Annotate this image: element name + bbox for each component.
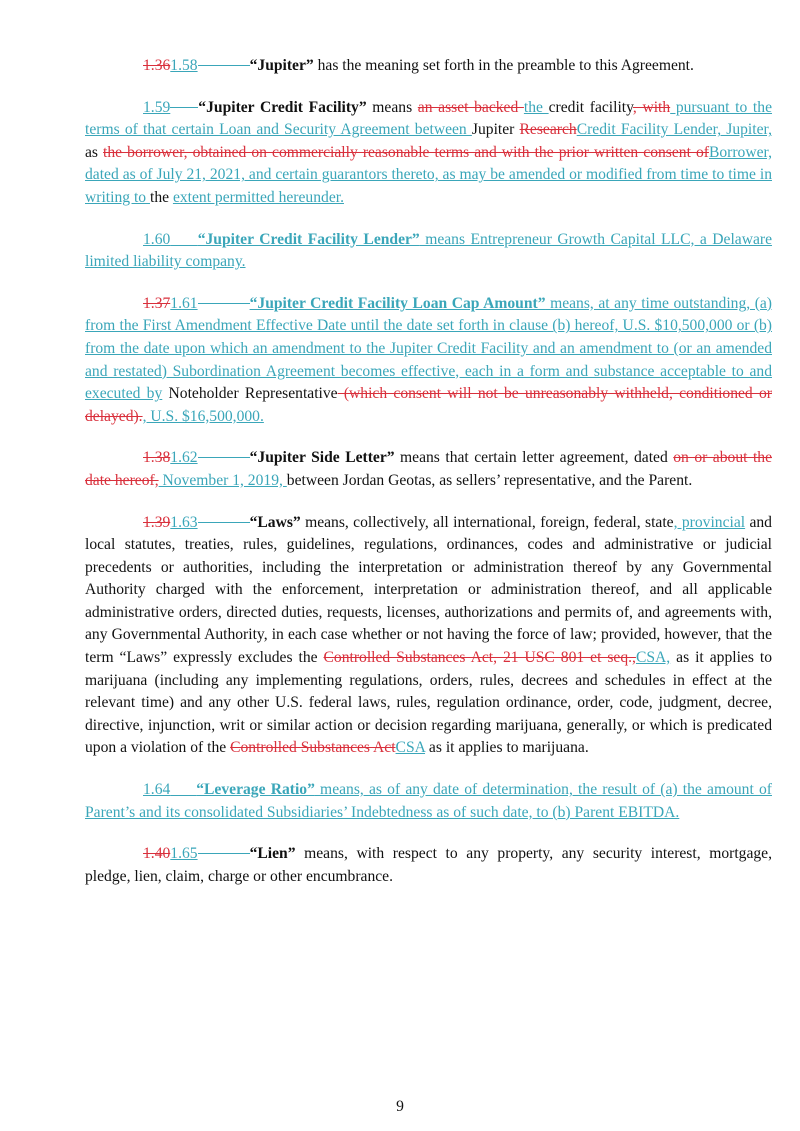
defined-term: “Jupiter Credit Facility Lender”: [197, 230, 420, 248]
inserted-number: 1.61: [170, 294, 198, 312]
defined-term: “Jupiter Credit Facility Loan Cap Amount”: [249, 294, 546, 312]
deleted-number: 1.39: [143, 513, 171, 531]
page-number: 9: [396, 1098, 404, 1115]
deleted-number: 1.37: [143, 294, 171, 312]
inserted-number: 1.59: [143, 98, 171, 116]
inserted-text: , U.S. $16,500,000.: [142, 407, 264, 425]
deleted-text: Controlled Substances Act: [230, 739, 396, 757]
definition-laws: 1.391.63 “Laws” means, collectively, all international, foreign, federal, state, provincial and local statutes, treaties, rules, guidelines, regulations, ordinances, codes and administrative or judicial precedents or authorities, including the interpretation or administration thereof by any Governmental Authority charged with the enforcement, interpretation or administration thereof, and all applicable administrative orders, directed duties, requests, licenses, authorizations and permits of, and agreements with, any Governmental Authority, in each case whether or not having the force of law; provided, however, that the term “Laws” expressly excludes the Controlled Substances Act, 21 USC 801 et seq.,CSA, as it applies to marijuana (including any implementing regulations, orders, rules, decrees and schedules in effect at the relevant time) and any other U.S. federal laws, rules, regulation ordinance, order, code, judgment, decree, directive, injunction, writ or similar action or decision regarding marijuana, generally, or which is predicated upon a violation of the Controlled Substances ActCSA as it applies to marijuana.: [85, 513, 772, 757]
deleted-text: on or about the date hereof,: [85, 449, 772, 489]
inserted-text: Credit Facility Lender, Jupiter,: [576, 121, 772, 139]
defined-term: “Leverage Ratio”: [196, 781, 315, 799]
inserted-text: the: [523, 98, 549, 116]
inserted-number: 1.62: [170, 449, 198, 467]
inserted-text: means, at any time outstanding, (a) from the First Amendment Effective Date until the date set forth in clause (b) hereof, U.S. $10,500,000 or (b) from the date upon which an amendment to the Jupiter Credit Facility and an amendment to (or an amended and restated) Subordination Agreement becomes effective, each in a form and substance acceptable to and executed by: [85, 294, 773, 403]
inserted-number: 1.63: [170, 513, 198, 531]
inserted-text: pursuant to the terms of that certain Loan and Security Agreement between: [85, 98, 772, 139]
inserted-number: 1.58: [170, 57, 198, 74]
inserted-text: November 1, 2019,: [158, 471, 287, 489]
definition-jupiter: 1.361.58 “Jupiter” has the meaning set forth in the preamble to this Agreement.: [143, 57, 694, 74]
deleted-number: 1.38: [143, 449, 171, 467]
defined-term: “Lien”: [249, 845, 296, 863]
deleted-number: 1.40: [143, 845, 171, 863]
definition-jupiter-credit-facility-lender: 1.60 “Jupiter Credit Facility Lender” means Entrepreneur Growth Capital LLC, a Delaware limited liability company.: [85, 230, 773, 271]
defined-term: “Jupiter Side Letter”: [249, 449, 395, 467]
definition-jupiter-credit-facility: 1.59 “Jupiter Credit Facility” means an asset backed the credit facility, with pursuant to the terms of that certain Loan and Security Agreement between Jupiter ResearchCredit Facility Lender, Jupiter, as the borrower, obtained on commercially reasonable terms and with the prior written consent ofBorrower, dated as of July 21, 2021, and certain guarantors thereto, as may be amended or modified from time to time in writing to the extent permitted hereunder.: [85, 98, 772, 206]
defined-term: “Jupiter”: [249, 57, 314, 74]
definition-leverage-ratio: 1.64 “Leverage Ratio” means, as of any date of determination, the result of (a) the amount of Parent’s and its consolidated Subsidiaries’ Indebtedness as of such date, to (b) Parent EBITDA.: [85, 781, 772, 821]
deleted-text: the borrower, obtained on commercially reasonable terms and with the prior written consent of: [103, 143, 709, 161]
deleted-text: Research: [519, 121, 577, 139]
deleted-number: 1.36: [143, 57, 171, 74]
inserted-text: CSA,: [635, 649, 671, 667]
definition-jupiter-loan-cap-amount: 1.371.61 “Jupiter Credit Facility Loan Cap Amount” means, at any time outstanding, (a) from the First Amendment Effective Date until the date set forth in clause (b) hereof, U.S. $10,500,000 or (b) from the date upon which an amendment to the Jupiter Credit Facility and an amendment to (or an amended and restated) Subordination Agreement becomes effective, each in a form and substance acceptable to and executed by Noteholder Representative (which consent will not be unreasonably withheld, conditioned or delayed)., U.S. $16,500,000.: [85, 294, 773, 425]
inserted-number: 1.60: [143, 230, 171, 248]
deleted-text: Controlled Substances Act, 21 USC 801 et seq.,: [323, 649, 636, 667]
document-page: [85, 55, 772, 907]
defined-term: “Laws”: [249, 513, 301, 531]
definition-jupiter-side-letter: 1.381.62 “Jupiter Side Letter” means that certain letter agreement, dated on or about the date hereof, November 1, 2019, between Jordan Geotas, as sellers’ representative, and the Parent.: [85, 449, 772, 489]
inserted-number: 1.64: [143, 781, 171, 799]
inserted-text: CSA: [395, 739, 426, 757]
defined-term: “Jupiter Credit Facility”: [198, 98, 367, 116]
inserted-number: 1.65: [170, 845, 198, 863]
deleted-text: (which consent will not be unreasonably withheld, conditioned or delayed).: [85, 385, 772, 425]
inserted-text: extent permitted hereunder.: [172, 188, 344, 206]
inserted-text: , provincial: [673, 513, 746, 531]
deleted-text: an asset backed: [417, 98, 524, 116]
deleted-text: , with: [632, 98, 671, 116]
inserted-text: Borrower, dated as of July 21, 2021, and certain guarantors thereto, as may be amended or modified from time to time in writing to: [85, 143, 772, 206]
definition-lien: 1.401.65 “Lien” means, with respect to any property, any security interest, mortgage, pledge, lien, claim, charge or other encumbrance.: [85, 845, 772, 885]
